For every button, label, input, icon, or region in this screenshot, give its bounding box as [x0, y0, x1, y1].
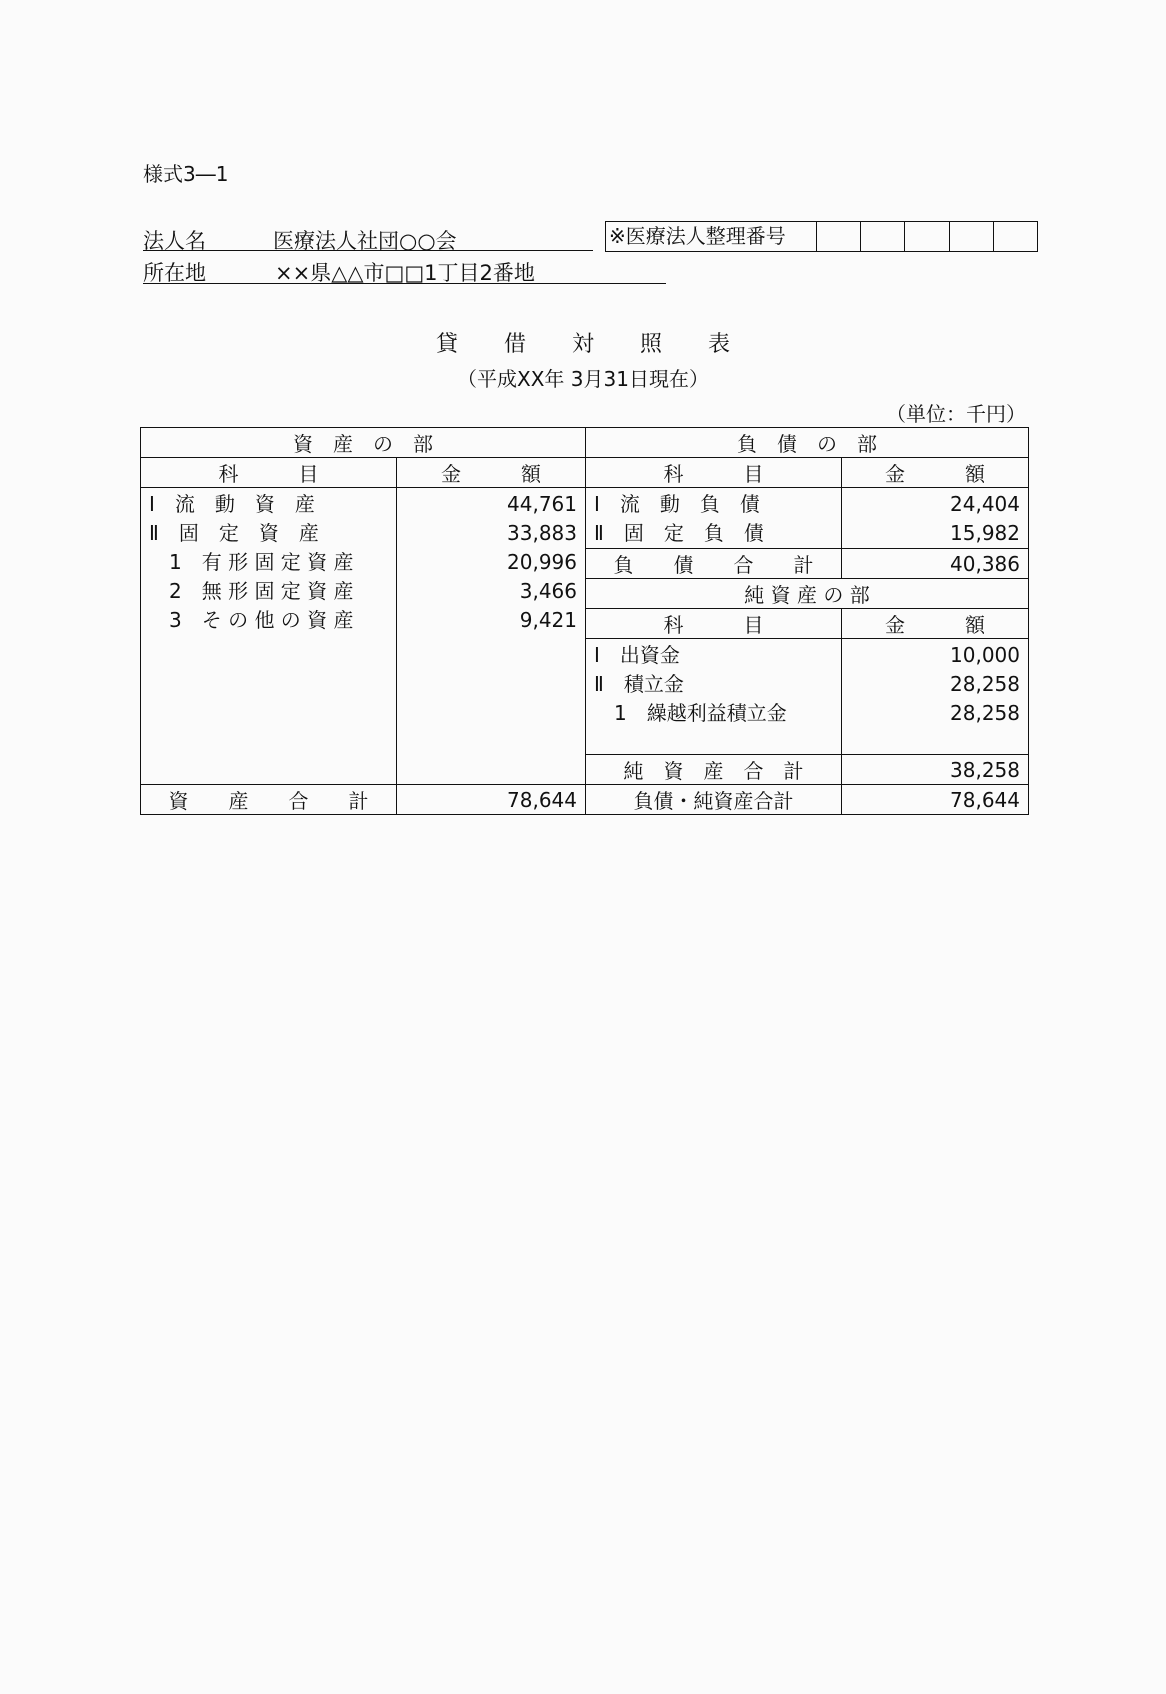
net-assets-items-cell: [586, 639, 842, 755]
liability-item: Ⅰ 流 動 負 債: [594, 492, 760, 516]
as-of-date: （平成XX年 3月31日現在）: [457, 367, 709, 391]
liability-value: 24,404: [950, 492, 1020, 516]
assets-values-cell: [397, 488, 586, 785]
liabilities-item-header: 科 目: [586, 458, 842, 488]
registration-number-box: [605, 221, 1038, 252]
balance-sheet-table: [140, 427, 1029, 815]
liabilities-items-cell: [586, 488, 842, 549]
liabilities-total-value: 40,386: [842, 549, 1029, 579]
asset-item: 3 そ の 他 の 資 産: [149, 608, 354, 632]
assets-total-value: 78,644: [397, 785, 586, 815]
net-assets-section-header: 純 資 産 の 部: [586, 579, 1029, 609]
liabilities-total-label: 負 債 合 計: [586, 549, 842, 579]
net-asset-value: 10,000: [950, 643, 1020, 667]
assets-item-header: 科 目: [141, 458, 397, 488]
net-assets-total-value: 38,258: [842, 755, 1029, 785]
registration-digit-cell[interactable]: [905, 222, 949, 251]
asset-value: 33,883: [507, 521, 577, 545]
net-assets-values-cell: [842, 639, 1029, 755]
unit-label: （単位：千円）: [886, 402, 1026, 426]
assets-total-label: 資 産 合 計: [141, 785, 397, 815]
registration-digit-cell[interactable]: [861, 222, 905, 251]
asset-item: 2 無 形 固 定 資 産: [149, 579, 354, 603]
document-title: 貸 借 対 照 表: [435, 332, 731, 357]
liabilities-values-cell: [842, 488, 1029, 549]
asset-value: 9,421: [519, 608, 577, 632]
grand-total-label: 負債・純資産合計: [586, 785, 842, 815]
liabilities-section-header: 負 債 の 部: [586, 428, 1029, 458]
liability-value: 15,982: [950, 521, 1020, 545]
net-asset-item: Ⅱ 積立金: [594, 672, 684, 696]
assets-amount-header: 金 額: [397, 458, 586, 488]
grand-total-value: 78,644: [842, 785, 1029, 815]
address-value: ××県△△市□□1丁目2番地: [275, 261, 535, 285]
assets-items-cell: [141, 488, 397, 785]
net-asset-item: Ⅰ 出資金: [594, 643, 680, 667]
registration-number-label: ※医療法人整理番号: [606, 222, 817, 251]
liability-item: Ⅱ 固 定 負 債: [594, 521, 764, 545]
asset-value: 44,761: [507, 492, 577, 516]
net-asset-item: 1 繰越利益積立金: [594, 701, 787, 725]
asset-item: 1 有 形 固 定 資 産: [149, 550, 354, 574]
net-assets-item-header: 科 目: [586, 609, 842, 639]
registration-digit-cell[interactable]: [817, 222, 861, 251]
net-assets-amount-header: 金 額: [842, 609, 1029, 639]
address-underline: [143, 283, 666, 284]
asset-item: Ⅰ 流 動 資 産: [149, 492, 315, 516]
net-asset-value: 28,258: [950, 672, 1020, 696]
net-assets-total-label: 純 資 産 合 計: [586, 755, 842, 785]
registration-digit-cell[interactable]: [994, 222, 1037, 251]
liabilities-amount-header: 金 額: [842, 458, 1029, 488]
assets-section-header: 資 産 の 部: [141, 428, 586, 458]
address-label: 所在地: [143, 261, 206, 285]
net-asset-value: 28,258: [950, 701, 1020, 725]
asset-value: 20,996: [507, 550, 577, 574]
corp-name-label: 法人名: [143, 229, 206, 253]
registration-digit-cell[interactable]: [950, 222, 994, 251]
form-number: 様式3―1: [143, 162, 229, 186]
corp-name-underline: [143, 250, 593, 251]
asset-item: Ⅱ 固 定 資 産: [149, 521, 319, 545]
corp-name-value: 医療法人社団○○会: [273, 229, 457, 253]
asset-value: 3,466: [519, 579, 577, 603]
